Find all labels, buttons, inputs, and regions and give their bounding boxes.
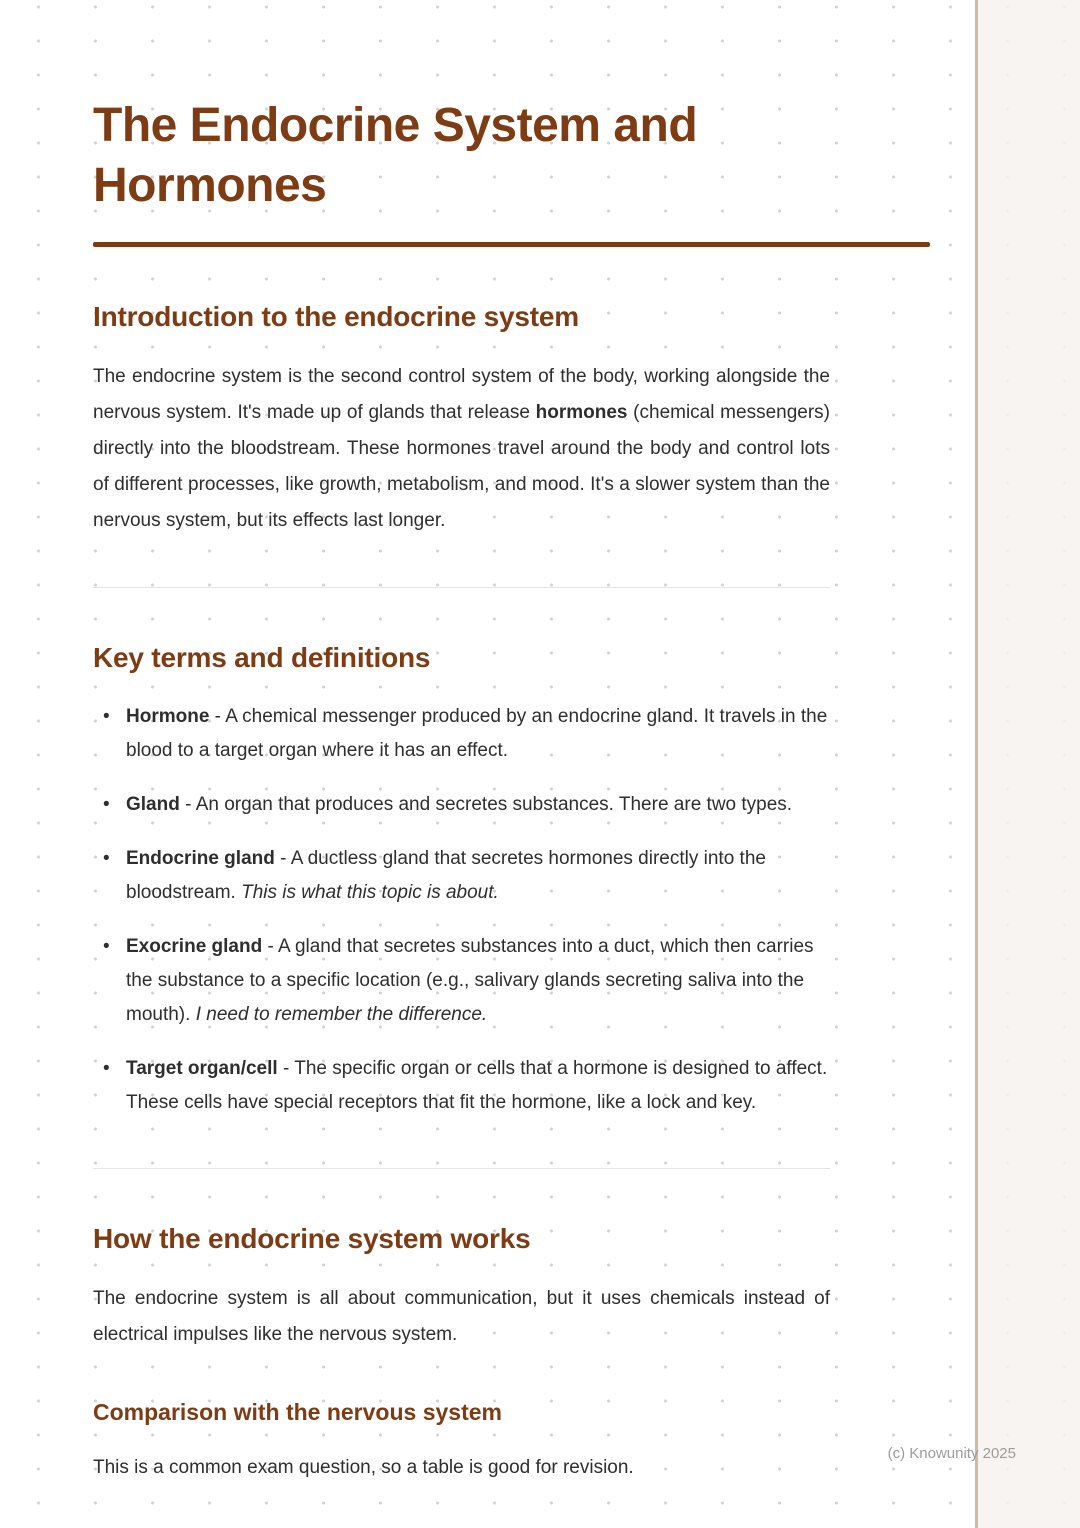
list-item bbox=[93, 930, 830, 1032]
intro-text-before: The endocrine system is the second control system of the body, working alongside the nervous system. It's made up of glands that release bbox=[93, 366, 830, 423]
list-item bbox=[93, 788, 830, 822]
title-rule bbox=[93, 242, 930, 247]
term-definition: An organ that produces and secretes substances. There are two types. bbox=[195, 794, 793, 815]
term-separator: - bbox=[179, 794, 196, 815]
term-separator: - bbox=[209, 706, 226, 727]
section-introduction bbox=[93, 301, 830, 539]
list-item bbox=[93, 1052, 830, 1120]
watermark: (c) Knowunity 2025 bbox=[887, 1445, 1016, 1462]
term-definition: A gland that secretes substances into a duct, which then carries the substance to a specific location (e.g., salivary glands secreting saliva into the mouth). bbox=[126, 936, 814, 1025]
term-label: Target organ/cell bbox=[126, 1058, 278, 1079]
bullet-icon: • bbox=[103, 706, 110, 727]
term-separator: - bbox=[277, 1058, 295, 1079]
intro-text-bold: hormones bbox=[535, 402, 628, 423]
term-label: Gland bbox=[126, 794, 180, 815]
list-item bbox=[93, 700, 830, 768]
term-definition: A ductless gland that secretes hormones directly into the bloodstream. bbox=[126, 848, 766, 903]
section-heading-how-it-works: How the endocrine system works bbox=[93, 1223, 531, 1254]
bullet-icon: • bbox=[103, 794, 110, 815]
section-divider bbox=[93, 587, 830, 588]
section-heading-key-terms: Key terms and definitions bbox=[93, 642, 431, 673]
term-label: Exocrine gland bbox=[126, 936, 263, 957]
term-separator: - bbox=[262, 936, 279, 957]
term-label: Endocrine gland bbox=[126, 848, 275, 869]
section-divider bbox=[93, 1168, 830, 1169]
page-title: The Endocrine System and Hormones bbox=[93, 99, 698, 212]
page-edge-strip bbox=[975, 0, 1080, 1528]
list-item bbox=[93, 842, 830, 910]
key-terms-list bbox=[93, 700, 830, 1120]
term-label: Hormone bbox=[126, 706, 210, 727]
term-definition: A chemical messenger produced by an endocrine gland. It travels in the blood to a target organ where it has an effect. bbox=[126, 706, 828, 761]
section-key-terms bbox=[93, 642, 830, 1120]
intro-text-after: (chemical messengers) directly into the bloodstream. These hormones travel around the body and control lots of different processes, like growth, metabolism, and mood. It's a slower system than the nervous system, but its effects last longer. bbox=[93, 402, 830, 531]
comparison-paragraph: This is a common exam question, so a table is good for revision. bbox=[93, 1457, 634, 1478]
term-definition: The specific organ or cells that a hormone is designed to affect. These cells have special receptors that fit the hormone, like a lock and key. bbox=[126, 1058, 828, 1113]
sub-heading-comparison: Comparison with the nervous system bbox=[93, 1399, 502, 1425]
section-heading-introduction: Introduction to the endocrine system bbox=[93, 301, 579, 332]
bullet-icon: • bbox=[103, 1058, 110, 1079]
bullet-icon: • bbox=[103, 848, 110, 869]
section-how-it-works bbox=[93, 1223, 830, 1486]
term-note: I need to remember the difference. bbox=[195, 1004, 488, 1025]
how-it-works-paragraph: The endocrine system is all about communication, but it uses chemicals instead of electrical impulses like the nervous system. bbox=[93, 1288, 830, 1345]
term-note: This is what this topic is about. bbox=[241, 882, 499, 903]
term-separator: - bbox=[274, 848, 291, 869]
bullet-icon: • bbox=[103, 936, 110, 957]
introduction-paragraph bbox=[93, 359, 830, 539]
